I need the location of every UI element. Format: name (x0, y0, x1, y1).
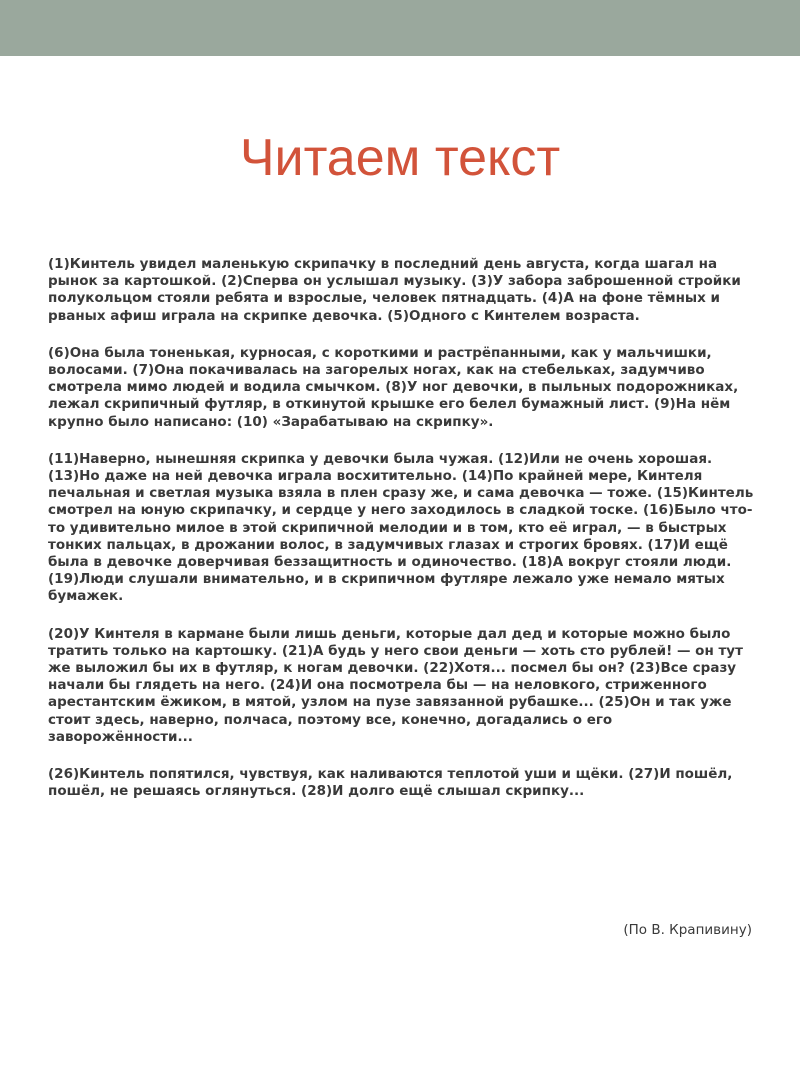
paragraph-3: (11)Наверно, нынешняя скрипка у девочки была чужая. (12)Или не очень хорошая. (13)Но даже на ней девочка играла восхитительно. (14)По крайней мере, Кинтеля печальная и светлая музыка взяла в плен сразу же, и сама девочка — тоже. (15)Кинтель смотрел на юную скрипачку, и сердце у него заходилось в сладкой тоске. (16)Было что-то удивительно милое в этой скрипичной мелодии и в том, кто её играл, — в быстрых тонких пальцах, в дрожании волос, в задумчивых глазах и строгих бровях. (17)И ещё была в девочке доверчивая беззащитность и одиночество. (18)А вокруг стояли люди. (19)Люди слушали внимательно, и в скрипичном футляре лежало уже немало мятых бумажек. (48, 450, 754, 605)
paragraph-4: (20)У Кинтеля в кармане были лишь деньги, которые дал дед и которые можно было тратить только на картошку. (21)А будь у него свои деньги — хоть сто рублей! — он тут же выложил бы их в футляр, к ногам девочки. (22)Хотя... посмел бы он? (23)Все сразу начали бы глядеть на него. (24)И она посмотрела бы — на неловкого, стриженного арестантским ёжиком, в мятой, узлом на пузе завязанной рубашке... (25)Он и так уже стоит здесь, наверно, полчаса, поэтому все, конечно, догадались о его заворожённости... (48, 625, 743, 745)
reading-text (48, 256, 760, 820)
paragraph-1: (1)Кинтель увидел маленькую скрипачку в последний день августа, когда шагал на рынок за картошкой. (2)Сперва он услышал музыку. (3)У забора заброшенной стройки полукольцом стояли ребята и взрослые, человек пятнадцать. (4)А на фоне тёмных и рваных афиш играла на скрипке девочка. (5)Одного с Кинтелем возраста. (48, 256, 741, 324)
paragraph-2: (6)Она была тоненькая, курносая, с короткими и растрёпанными, как у мальчишки, волосами. (7)Она покачивалась на загорелых ногах, как на стебельках, задумчиво смотрела мимо людей и водила смычком. (8)У ног девочки, в пыльных подорожниках, лежал скрипичный футляр, в откинутой крышке его белел бумажный лист. (9)На нём крупно было написано: (10) «Зарабатываю на скрипку». (48, 344, 739, 430)
slide-title: Читаем текст (239, 129, 561, 187)
attribution: (По В. Крапивину) (623, 922, 752, 938)
top-banner (0, 0, 800, 56)
paragraph-5: (26)Кинтель попятился, чувствуя, как наливаются теплотой уши и щёки. (27)И пошёл, пошёл, не решаясь оглянуться. (28)И долго ещё слышал скрипку... (48, 766, 733, 800)
